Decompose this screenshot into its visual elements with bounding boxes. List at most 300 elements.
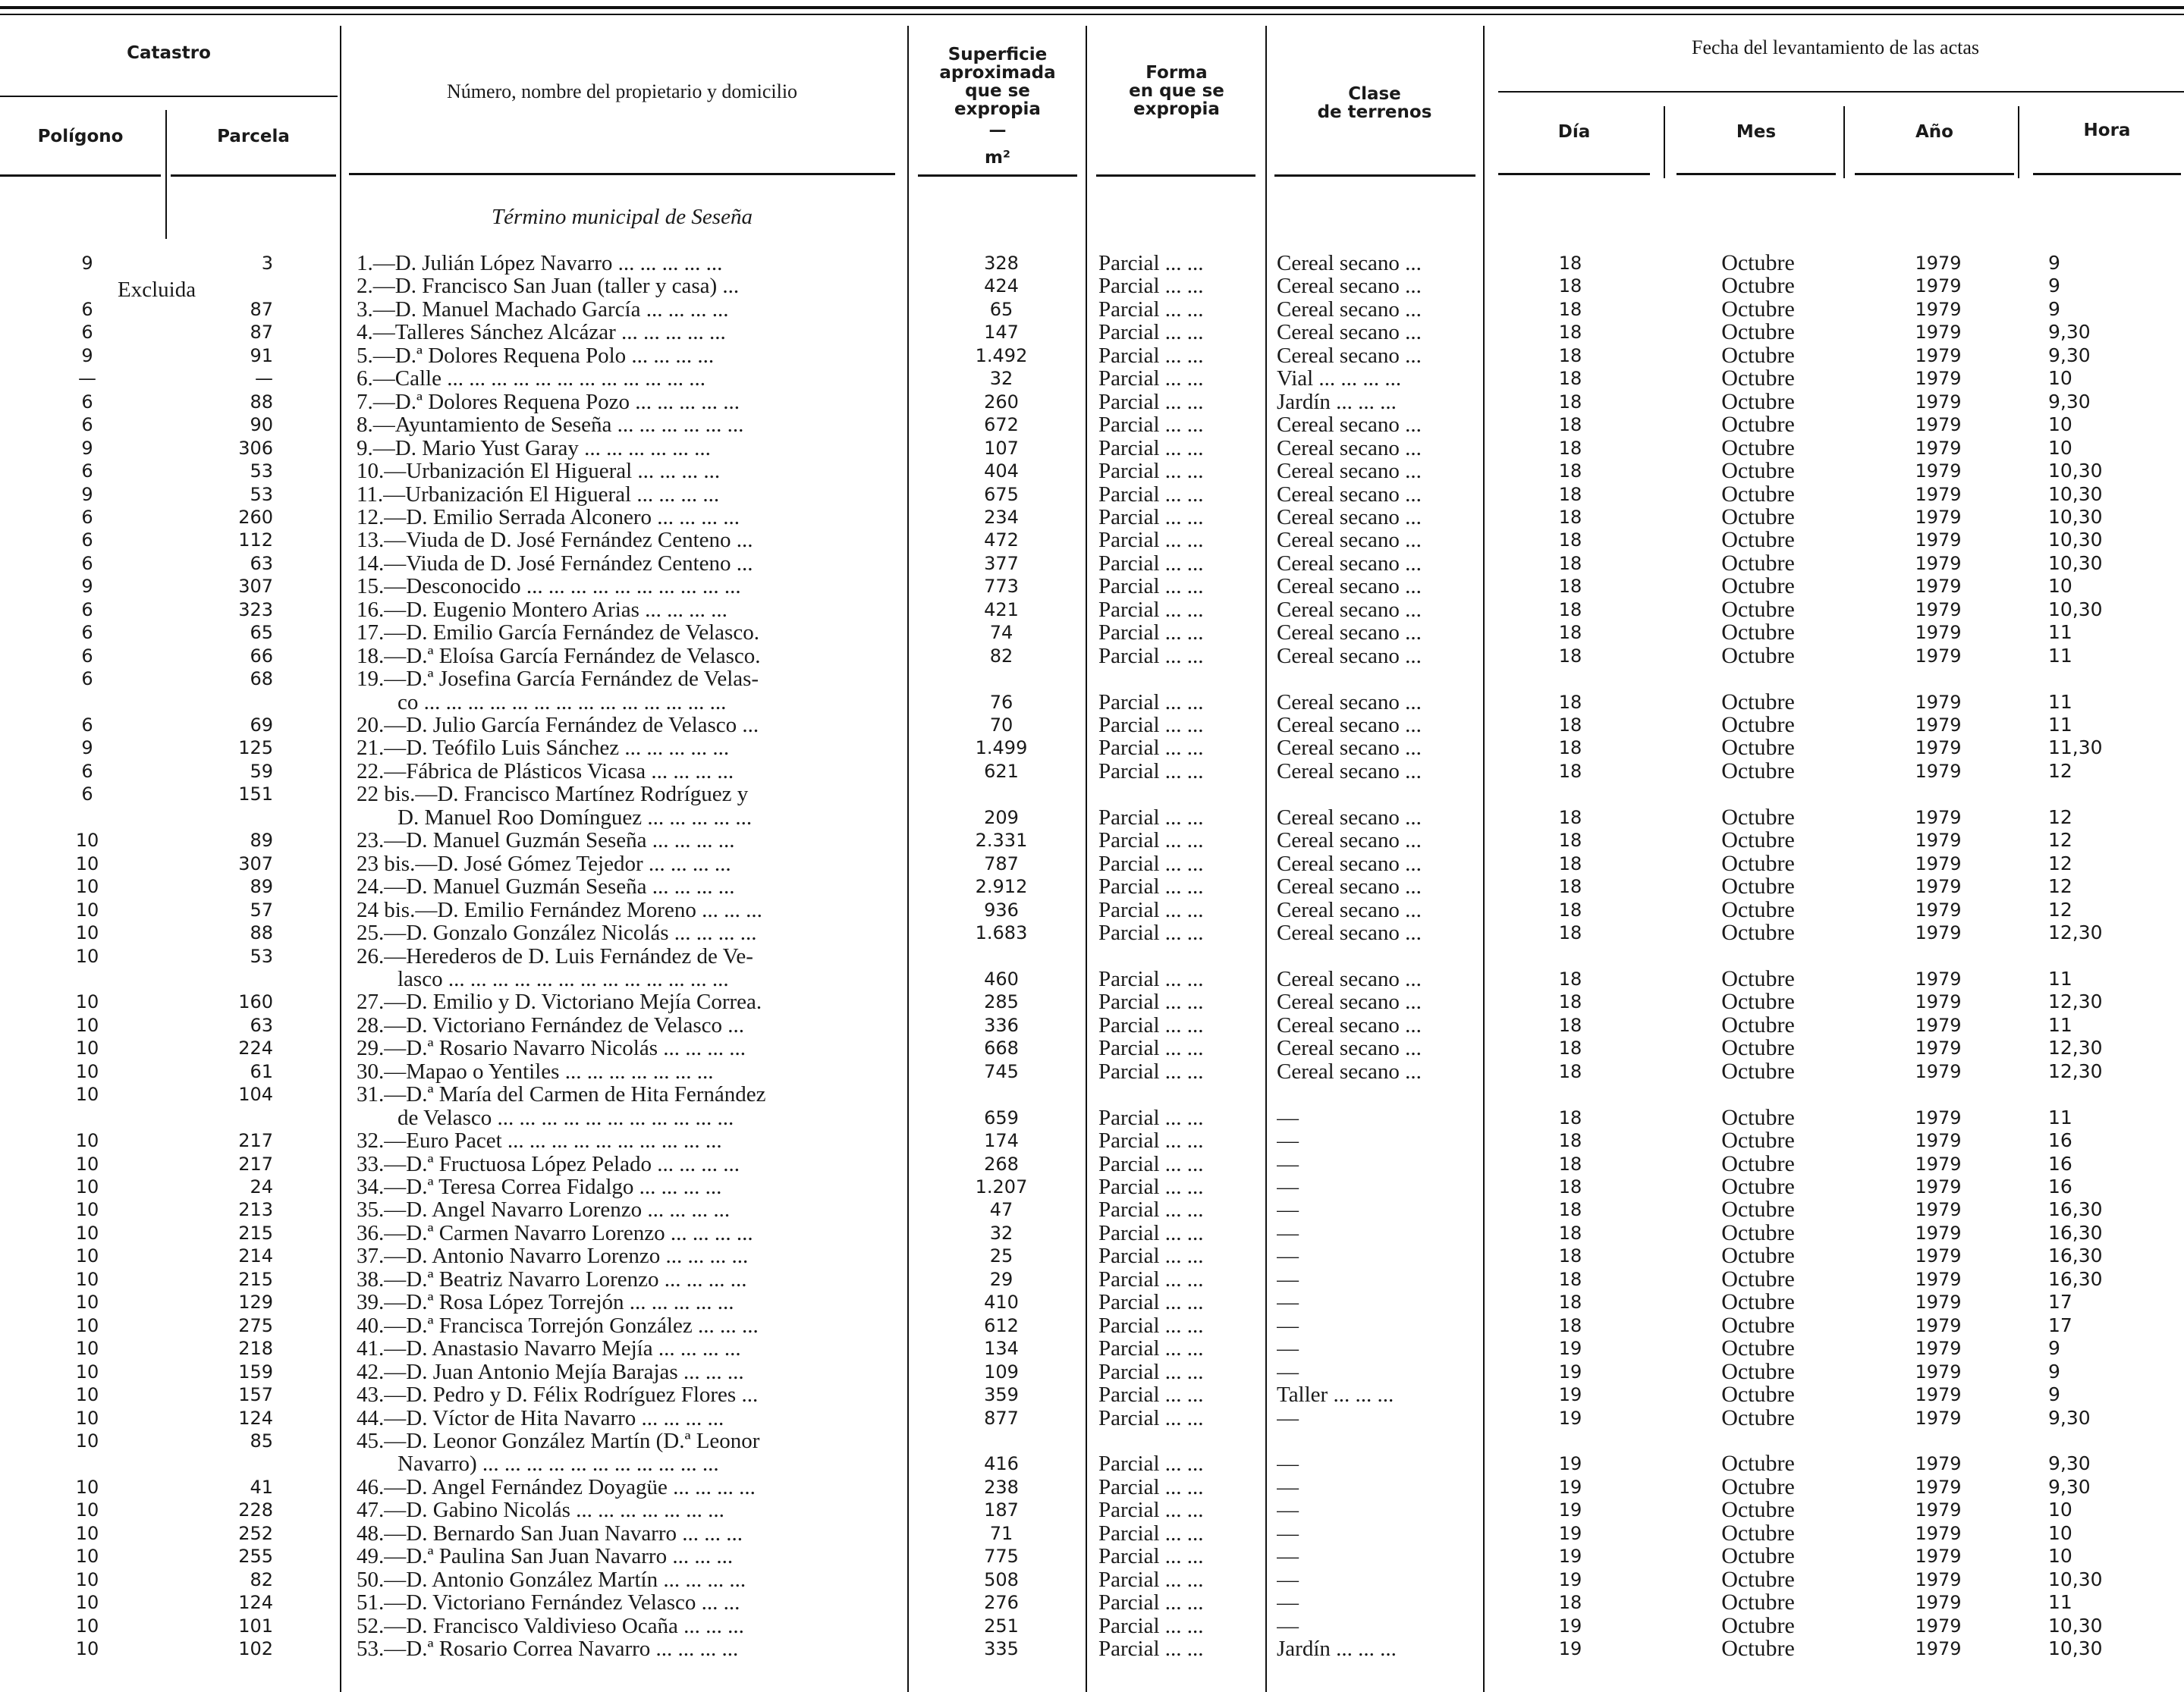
cell-ano: 1979 (1915, 1361, 1962, 1383)
cell-superficie: 460 (984, 968, 1019, 990)
header-clase-line2: de terrenos (1317, 102, 1432, 122)
cell-dia: 18 (1558, 691, 1582, 713)
cell-hora: 9,30 (2048, 1406, 2091, 1429)
cell-ano: 1979 (1915, 645, 1962, 667)
cell-forma: Parcial ... ... (1098, 1314, 1204, 1337)
cell-propietario: 23 bis.—D. José Gómez Tejedor ... ... ... ... (357, 852, 731, 875)
cell-clase: Vial ... ... ... ... (1277, 367, 1402, 391)
cell-poligono: 6 (81, 760, 93, 782)
cell-propietario: 38.—D.ª Beatriz Navarro Lorenzo ... ... ... ... (357, 1267, 747, 1291)
cell-poligono: 6 (81, 460, 93, 482)
cell-parcela: 101 (238, 1615, 273, 1637)
cell-hora: 9 (2048, 1383, 2060, 1406)
cell-superficie: 377 (984, 552, 1019, 574)
cell-parcela: 215 (238, 1268, 273, 1290)
cell-ano: 1979 (1915, 1384, 1962, 1406)
cell-mes: Octubre (1721, 435, 1795, 460)
cell-mes: Octubre (1721, 1104, 1795, 1130)
cell-mes: Octubre (1721, 1520, 1795, 1546)
cell-poligono: 10 (75, 1499, 99, 1521)
cell-hora: 16 (2048, 1129, 2072, 1152)
cell-forma: Parcial ... ... (1098, 1059, 1204, 1083)
cell-forma: Parcial ... ... (1098, 829, 1204, 852)
cell-forma: Parcial ... ... (1098, 344, 1204, 367)
cell-clase: Cereal secano ... (1277, 436, 1422, 460)
cell-forma: Parcial ... ... (1098, 1267, 1204, 1291)
cell-hora: 10,30 (2048, 529, 2103, 551)
cell-superficie: 787 (984, 852, 1019, 874)
cell-parcela: 228 (238, 1499, 273, 1521)
cell-poligono: 10 (75, 1153, 99, 1175)
cell-clase: Cereal secano ... (1277, 805, 1422, 829)
cell-forma: Parcial ... ... (1098, 1037, 1204, 1060)
cell-poligono: 10 (75, 1430, 99, 1452)
cell-forma: Parcial ... ... (1098, 690, 1204, 714)
cell-clase: — (1277, 1106, 1299, 1129)
cell-poligono: 6 (81, 783, 93, 805)
cell-forma: Parcial ... ... (1098, 1475, 1204, 1499)
cell-parcela: 65 (250, 622, 273, 644)
cell-clase: Cereal secano ... (1277, 1037, 1422, 1060)
cell-parcela: 88 (250, 922, 273, 944)
cell-forma: Parcial ... ... (1098, 852, 1204, 875)
cell-parcela: 124 (238, 1407, 273, 1429)
cell-propietario: 24 bis.—D. Emilio Fernández Moreno ... ... ... (357, 898, 762, 921)
cell-parcela: 323 (238, 598, 273, 620)
cell-poligono: 9 (81, 344, 93, 366)
cell-ano: 1979 (1915, 691, 1962, 713)
cell-mes: Octubre (1721, 1474, 1795, 1499)
cell-mes: Octubre (1721, 550, 1795, 576)
cell-superficie: 359 (984, 1384, 1019, 1406)
cell-clase: Cereal secano ... (1277, 829, 1422, 852)
cell-mes: Octubre (1721, 642, 1795, 668)
cell-hora: 9 (2048, 1360, 2060, 1383)
cell-clase: Cereal secano ... (1277, 898, 1422, 921)
cell-hora: 11 (2048, 1013, 2072, 1036)
cell-parcela: 69 (250, 714, 273, 736)
header-clase-line1: Clase (1348, 84, 1401, 104)
cell-ano: 1979 (1915, 1292, 1962, 1314)
cell-forma: Parcial ... ... (1098, 575, 1204, 598)
cell-dia: 18 (1558, 1314, 1582, 1336)
cell-hora: 16 (2048, 1176, 2072, 1198)
cell-dia: 18 (1558, 622, 1582, 644)
cell-hora: 10,30 (2048, 482, 2103, 505)
cell-poligono: 9 (81, 737, 93, 759)
cell-propietario: 52.—D. Francisco Valdivieso Ocaña ... ... ... (357, 1614, 744, 1637)
cell-poligono: 6 (81, 598, 93, 620)
cell-clase: Cereal secano ... (1277, 252, 1422, 275)
cell-ano: 1979 (1915, 922, 1962, 944)
cell-dia: 19 (1558, 1499, 1582, 1521)
cell-clase: — (1277, 1545, 1299, 1568)
cell-mes: Octubre (1721, 1266, 1795, 1292)
cell-mes: Octubre (1721, 804, 1795, 830)
cell-dia: 18 (1558, 1037, 1582, 1059)
cell-dia: 19 (1558, 1568, 1582, 1590)
cell-parcela: 88 (250, 391, 273, 413)
cell-propietario: 12.—D. Emilio Serrada Alconero ... ... ... ... (357, 505, 740, 529)
cell-dia: 18 (1558, 830, 1582, 852)
cell-propietario: 2.—D. Francisco San Juan (taller y casa) ... (357, 275, 740, 298)
cell-ano: 1979 (1915, 1245, 1962, 1267)
cell-clase: — (1277, 1591, 1299, 1615)
cell-ano: 1979 (1915, 1107, 1962, 1129)
cell-hora: 12 (2048, 759, 2072, 782)
cell-mes: Octubre (1721, 689, 1795, 714)
cell-superficie: 47 (989, 1199, 1013, 1221)
cell-mes: Octubre (1721, 504, 1795, 529)
cell-poligono: 10 (75, 1546, 99, 1568)
cell-propietario: 43.—D. Pedro y D. Félix Rodríguez Flores ... (357, 1383, 759, 1407)
cell-superficie: 76 (989, 691, 1013, 713)
cell-forma: Parcial ... ... (1098, 1591, 1204, 1615)
cell-clase: Cereal secano ... (1277, 275, 1422, 298)
cell-propietario: 30.—Mapao o Yentiles ... ... ... ... ... ... ... (357, 1059, 714, 1083)
cell-clase: Cereal secano ... (1277, 875, 1422, 899)
cell-dia: 18 (1558, 1014, 1582, 1036)
cell-propietario: 5.—D.ª Dolores Requena Polo ... ... ... ... (357, 344, 715, 367)
cell-propietario: 20.—D. Julio García Fernández de Velasco ... (357, 714, 759, 736)
cell-forma: Parcial ... ... (1098, 297, 1204, 321)
cell-parcela: 102 (238, 1638, 273, 1659)
cell-propietario: 21.—D. Teófilo Luis Sánchez ... ... ... ... ... (357, 736, 730, 760)
cell-parcela: 63 (250, 1014, 273, 1036)
cell-hora: 11 (2048, 967, 2072, 990)
cell-ano: 1979 (1915, 576, 1962, 598)
cell-ano: 1979 (1915, 1014, 1962, 1036)
cell-hora: 10,30 (2048, 505, 2103, 528)
cell-parcela: 217 (238, 1153, 273, 1175)
cell-hora: 11 (2048, 714, 2072, 736)
cell-propietario: 9.—D. Mario Yust Garay ... ... ... ... ... ... (357, 436, 711, 460)
cell-clase: — (1277, 1176, 1299, 1198)
cell-propietario: 53.—D.ª Rosario Correa Navarro ... ... ... ... (357, 1637, 739, 1660)
cell-mes: Octubre (1721, 1058, 1795, 1084)
cell-parcela: 129 (238, 1292, 273, 1314)
cell-superficie: 74 (989, 622, 1013, 644)
cell-dia: 19 (1558, 1615, 1582, 1637)
cell-mes: Octubre (1721, 850, 1795, 876)
cell-clase: — (1277, 1314, 1299, 1337)
cell-propietario: 4.—Talleres Sánchez Alcázar ... ... ... ... ... (357, 321, 726, 344)
cell-parcela: 57 (250, 899, 273, 921)
section-title: Término municipal de Seseña (492, 205, 753, 229)
cell-hora: 11 (2048, 690, 2072, 713)
cell-hora: 9,30 (2048, 1452, 2091, 1475)
cell-parcela: 89 (250, 830, 273, 852)
cell-parcela: 159 (238, 1361, 273, 1383)
cell-forma: Parcial ... ... (1098, 967, 1204, 990)
cell-propietario: 16.—D. Eugenio Montero Arias ... ... ... ... (357, 598, 727, 621)
cell-propietario: 8.—Ayuntamiento de Seseña ... ... ... ... ... ... (357, 413, 744, 437)
cell-dia: 18 (1558, 437, 1582, 459)
cell-parcela: 89 (250, 876, 273, 898)
cell-ano: 1979 (1915, 1407, 1962, 1429)
cell-dia: 18 (1558, 344, 1582, 366)
cell-clase: — (1277, 1198, 1299, 1222)
cell-hora: 12,30 (2048, 921, 2103, 944)
cell-forma: Parcial ... ... (1098, 460, 1204, 483)
cell-propietario: 42.—D. Juan Antonio Mejía Barajas ... ... ... (357, 1360, 744, 1383)
cell-hora: 16,30 (2048, 1267, 2103, 1290)
cell-ano: 1979 (1915, 1176, 1962, 1198)
cell-poligono: 10 (75, 1084, 99, 1106)
cell-propietario: 28.—D. Victoriano Fernández de Velasco ... (357, 1013, 744, 1037)
cell-forma: Parcial ... ... (1098, 921, 1204, 945)
cell-propietario: 36.—D.ª Carmen Navarro Lorenzo ... ... ... ... (357, 1221, 753, 1245)
cell-parcela: 213 (238, 1199, 273, 1221)
cell-clase: — (1277, 1221, 1299, 1245)
cell-ano: 1979 (1915, 598, 1962, 620)
cell-poligono: 6 (81, 645, 93, 667)
cell-ano: 1979 (1915, 253, 1962, 274)
excluida-note: Excluida (118, 278, 196, 302)
cell-propietario: 32.—Euro Pacet ... ... ... ... ... ... ... ... ... ... (357, 1129, 722, 1153)
cell-clase: — (1277, 1245, 1299, 1268)
cell-propietario: 17.—D. Emilio García Fernández de Velasco. (357, 621, 759, 645)
cell-dia: 19 (1558, 1453, 1582, 1475)
cell-hora: 10 (2048, 413, 2072, 436)
cell-superficie: 187 (984, 1499, 1019, 1521)
cell-superficie: 32 (989, 1222, 1013, 1244)
cell-mes: Octubre (1721, 481, 1795, 507)
cell-parcela: 112 (238, 529, 273, 551)
cell-superficie: 335 (984, 1638, 1019, 1659)
cell-hora: 12 (2048, 829, 2072, 852)
cell-hora: 12,30 (2048, 990, 2103, 1013)
cell-ano: 1979 (1915, 1615, 1962, 1637)
cell-forma: Parcial ... ... (1098, 1291, 1204, 1314)
cell-forma: Parcial ... ... (1098, 1176, 1204, 1198)
cell-clase: Cereal secano ... (1277, 644, 1422, 667)
cell-forma: Parcial ... ... (1098, 505, 1204, 529)
cell-parcela: 275 (238, 1314, 273, 1336)
cell-clase: Cereal secano ... (1277, 482, 1422, 506)
cell-mes: Octubre (1721, 1243, 1795, 1269)
cell-superficie: 1.207 (975, 1176, 1028, 1198)
cell-poligono: 9 (81, 576, 93, 598)
cell-mes: Octubre (1721, 758, 1795, 783)
cell-superficie: 508 (984, 1568, 1019, 1590)
cell-parcela: 224 (238, 1037, 273, 1059)
header-superficie-unit: m² (984, 148, 1011, 168)
cell-dia: 18 (1558, 253, 1582, 274)
cell-superficie: 2.912 (975, 876, 1028, 898)
cell-mes: Octubre (1721, 1451, 1795, 1477)
cell-mes: Octubre (1721, 458, 1795, 484)
cell-clase: Cereal secano ... (1277, 1013, 1422, 1037)
cell-poligono: 9 (81, 253, 93, 274)
cell-dia: 18 (1558, 483, 1582, 505)
cell-poligono: 10 (75, 1568, 99, 1590)
cell-parcela: 260 (238, 506, 273, 528)
cell-propietario: 34.—D.ª Teresa Correa Fidalgo ... ... ... ... (357, 1176, 722, 1198)
cell-poligono: 10 (75, 1384, 99, 1406)
header-hora: Hora (2083, 121, 2131, 140)
cell-clase: — (1277, 1406, 1299, 1430)
cell-forma: Parcial ... ... (1098, 436, 1204, 460)
cell-superficie: 421 (984, 598, 1019, 620)
cell-ano: 1979 (1915, 322, 1962, 344)
cell-ano: 1979 (1915, 1638, 1962, 1659)
cell-clase: Cereal secano ... (1277, 852, 1422, 875)
cell-forma: Parcial ... ... (1098, 482, 1204, 506)
cell-hora: 12 (2048, 805, 2072, 828)
cell-propietario: 47.—D. Gabino Nicolás ... ... ... ... ... ... ... (357, 1499, 724, 1522)
cell-clase: Jardín ... ... ... (1277, 390, 1397, 413)
cell-clase: Cereal secano ... (1277, 736, 1422, 760)
cell-dia: 19 (1558, 1546, 1582, 1568)
cell-clase: Cereal secano ... (1277, 321, 1422, 344)
cell-forma: Parcial ... ... (1098, 644, 1204, 667)
cell-poligono: 10 (75, 830, 99, 852)
cell-dia: 18 (1558, 1222, 1582, 1244)
cell-hora: 9 (2048, 252, 2060, 274)
cell-hora: 10 (2048, 575, 2072, 598)
cell-ano: 1979 (1915, 737, 1962, 759)
cell-dia: 19 (1558, 1522, 1582, 1544)
cell-dia: 18 (1558, 922, 1582, 944)
cell-poligono: 6 (81, 529, 93, 551)
cell-hora: 9 (2048, 1337, 2060, 1360)
cell-ano: 1979 (1915, 1199, 1962, 1221)
cell-mes: Octubre (1721, 1035, 1795, 1061)
cell-mes: Octubre (1721, 1312, 1795, 1338)
cell-clase: Cereal secano ... (1277, 297, 1422, 321)
cell-poligono: 6 (81, 298, 93, 320)
cell-forma: Parcial ... ... (1098, 1452, 1204, 1476)
cell-parcela: 53 (250, 483, 273, 505)
cell-propietario: 23.—D. Manuel Guzmán Seseña ... ... ... ... (357, 829, 735, 852)
cell-ano: 1979 (1915, 1568, 1962, 1590)
cell-propietario-continuation: co ... ... ... ... ... ... ... ... ... ... ... ... ... ... (398, 690, 727, 714)
cell-superficie: 147 (984, 322, 1019, 344)
cell-hora: 10,30 (2048, 1614, 2103, 1637)
cell-dia: 18 (1558, 1130, 1582, 1152)
cell-ano: 1979 (1915, 714, 1962, 736)
cell-superficie: 32 (989, 368, 1013, 390)
cell-ano: 1979 (1915, 1476, 1962, 1498)
cell-forma: Parcial ... ... (1098, 805, 1204, 829)
cell-poligono: 10 (75, 1268, 99, 1290)
cell-hora: 11,30 (2048, 736, 2103, 759)
cell-forma: Parcial ... ... (1098, 714, 1204, 736)
cell-dia: 18 (1558, 598, 1582, 620)
cell-parcela: 217 (238, 1130, 273, 1152)
cell-poligono: 10 (75, 899, 99, 921)
cell-propietario-continuation: Navarro) ... ... ... ... ... ... ... ... ... ... ... (398, 1452, 719, 1476)
cell-dia: 18 (1558, 506, 1582, 528)
cell-superficie: 276 (984, 1592, 1019, 1614)
cell-clase: — (1277, 1291, 1299, 1314)
cell-superficie: 410 (984, 1292, 1019, 1314)
cell-hora: 12 (2048, 898, 2072, 921)
header-catastro: Catastro (127, 43, 211, 63)
cell-dia: 19 (1558, 1407, 1582, 1429)
cell-propietario: 39.—D.ª Rosa López Torrejón ... ... ... ... ... (357, 1291, 734, 1314)
cell-mes: Octubre (1721, 827, 1795, 853)
header-propietario: Número, nombre del propietario y domicilio (446, 80, 798, 102)
cell-dia: 18 (1558, 1176, 1582, 1198)
cell-poligono: 6 (81, 668, 93, 690)
cell-dia: 18 (1558, 460, 1582, 482)
cell-clase: Cereal secano ... (1277, 690, 1422, 714)
cell-parcela: 59 (250, 760, 273, 782)
header-forma-line1: Forma (1145, 63, 1208, 83)
cell-clase: Cereal secano ... (1277, 413, 1422, 437)
cell-forma: Parcial ... ... (1098, 275, 1204, 298)
cell-ano: 1979 (1915, 991, 1962, 1013)
cell-propietario: 48.—D. Bernardo San Juan Navarro ... ... ... (357, 1521, 743, 1545)
cell-propietario: 3.—D. Manuel Machado García ... ... ... ... (357, 297, 729, 321)
cell-forma: Parcial ... ... (1098, 413, 1204, 437)
cell-hora: 17 (2048, 1291, 2072, 1314)
cell-propietario: 49.—D.ª Paulina San Juan Navarro ... ... ... (357, 1545, 734, 1568)
cell-mes: Octubre (1721, 1128, 1795, 1154)
cell-superficie: 621 (984, 760, 1019, 782)
header-superficie-line3: que se (965, 81, 1030, 101)
cell-dia: 18 (1558, 806, 1582, 828)
cell-ano: 1979 (1915, 437, 1962, 459)
cell-hora: 10 (2048, 1499, 2072, 1521)
cell-forma: Parcial ... ... (1098, 1545, 1204, 1568)
cell-poligono: 6 (81, 506, 93, 528)
cell-hora: 11 (2048, 644, 2072, 667)
cell-propietario: 26.—Herederos de D. Luis Fernández de Ve- (357, 944, 753, 968)
cell-ano: 1979 (1915, 1222, 1962, 1244)
cell-ano: 1979 (1915, 552, 1962, 574)
cell-forma: Parcial ... ... (1098, 875, 1204, 899)
cell-poligono: 10 (75, 991, 99, 1013)
header-fecha: Fecha del levantamiento de las actas (1691, 36, 1979, 58)
cell-superficie: 209 (984, 806, 1019, 828)
cell-hora: 10 (2048, 436, 2072, 459)
cell-dia: 19 (1558, 1638, 1582, 1659)
cell-superficie: 70 (989, 714, 1013, 736)
cell-dia: 18 (1558, 1153, 1582, 1175)
cell-ano: 1979 (1915, 391, 1962, 413)
cell-hora: 12,30 (2048, 1059, 2103, 1082)
cell-dia: 18 (1558, 852, 1582, 874)
cell-mes: Octubre (1721, 1405, 1795, 1430)
cell-propietario: 33.—D.ª Fructuosa López Pelado ... ... ... ... (357, 1152, 740, 1176)
cell-propietario: 18.—D.ª Eloísa García Fernández de Velasco. (357, 644, 761, 667)
cell-forma: Parcial ... ... (1098, 529, 1204, 552)
cell-propietario: 25.—D. Gonzalo González Nicolás ... ... ... ... (357, 921, 757, 945)
cell-hora: 10,30 (2048, 460, 2103, 482)
cell-propietario: 27.—D. Emilio y D. Victoriano Mejía Correa. (357, 990, 762, 1014)
cell-propietario: 45.—D. Leonor González Martín (D.ª Leonor (357, 1429, 760, 1452)
cell-dia: 18 (1558, 645, 1582, 667)
cell-poligono: 10 (75, 876, 99, 898)
cell-mes: Octubre (1721, 296, 1795, 322)
cell-clase: — (1277, 1521, 1299, 1545)
cell-poligono: 9 (81, 437, 93, 459)
cell-poligono: 10 (75, 1476, 99, 1498)
cell-poligono: 10 (75, 1222, 99, 1244)
cell-clase: Cereal secano ... (1277, 505, 1422, 529)
cell-forma: Parcial ... ... (1098, 551, 1204, 575)
cell-forma: Parcial ... ... (1098, 1245, 1204, 1268)
cell-dia: 18 (1558, 876, 1582, 898)
cell-forma: Parcial ... ... (1098, 898, 1204, 921)
cell-mes: Octubre (1721, 250, 1795, 275)
cell-mes: Octubre (1721, 735, 1795, 761)
cell-ano: 1979 (1915, 876, 1962, 898)
cell-parcela: 214 (238, 1245, 273, 1267)
